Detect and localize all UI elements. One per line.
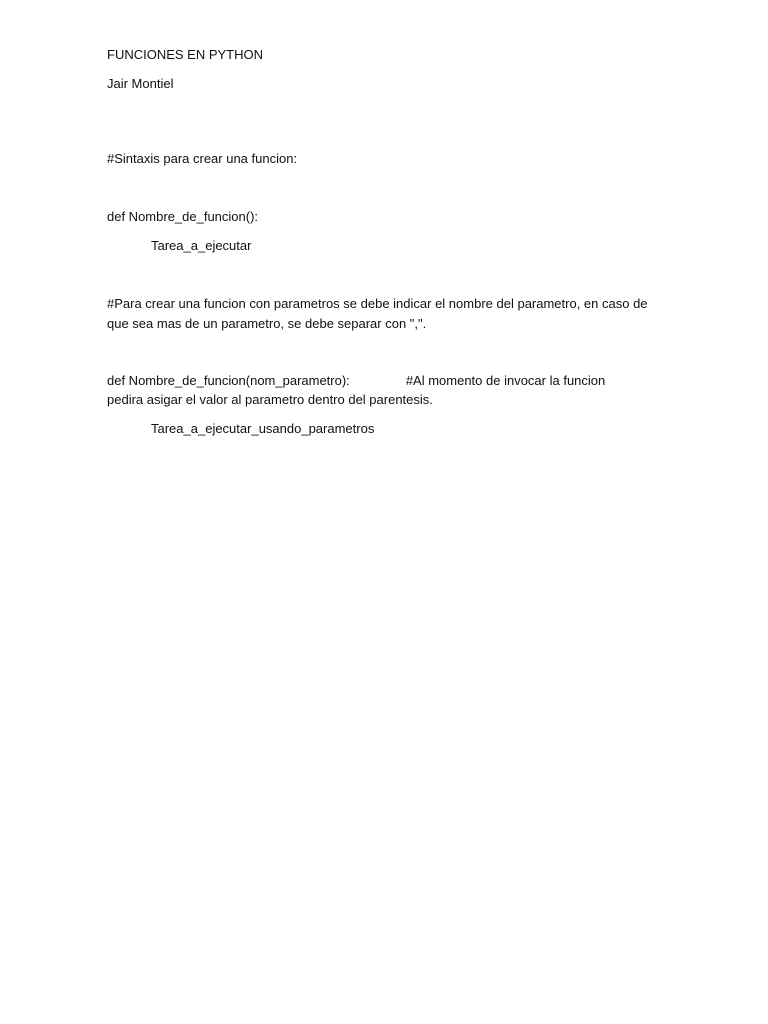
params-comment-paragraph: #Para crear una funcion con parametros se debe indicar el nombre del parametro, en caso de que sea mas de un parametro, se debe separar con ",". [107,296,648,331]
def-params-line [107,371,605,390]
invoke-comment-continuation: pedira asigar el valor al parametro dentro del parentesis. [107,392,433,407]
invoke-comment-start: #Al momento de invocar la funcion [405,373,606,388]
def-params-code: def Nombre_de_funcion(nom_parametro): [107,373,350,388]
def-simple-line: def Nombre_de_funcion(): [107,209,259,224]
document-title: FUNCIONES EN PYTHON [107,47,264,62]
task-simple-line: Tarea_a_ejecutar [151,238,252,253]
task-params-line: Tarea_a_ejecutar_usando_parametros [151,421,375,436]
syntax-comment: #Sintaxis para crear una funcion: [107,151,298,166]
document-author: Jair Montiel [107,76,174,91]
